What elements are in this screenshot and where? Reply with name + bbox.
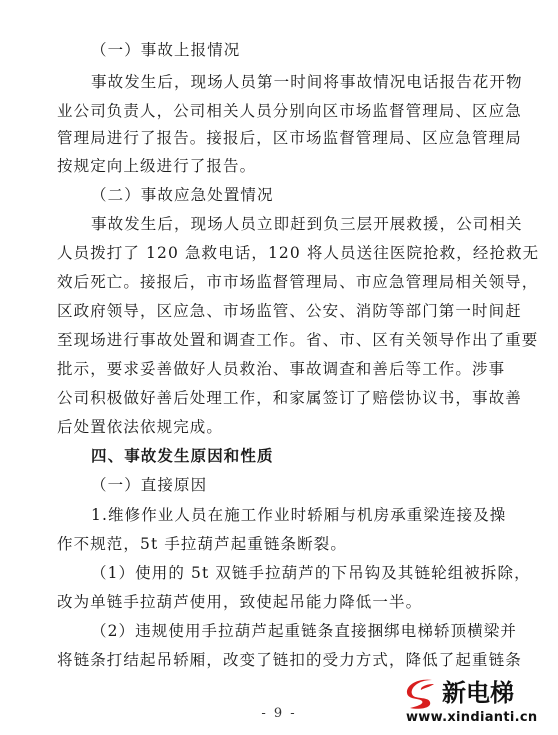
text-line-1: （一）事故上报情况 (91, 41, 241, 59)
page-number: - 9 - (261, 706, 297, 721)
text-line-21: （2）违规使用手拉葫芦起重链条直接捆绑电梯轿顶横梁并 (91, 622, 517, 640)
text-line-3: 业公司负责人，公司相关人员分别向区市场监督管理局、区应急 (57, 102, 522, 120)
text-line-18: 作不规范，5t 手拉葫芦起重链条断裂。 (57, 535, 347, 553)
text-line-11: 至现场进行事故处置和调查工作。省、市、区有关领导作出了重要 (57, 331, 539, 349)
text-line-22: 将链条打结起吊轿厢，改变了链扣的受力方式，降低了起重链条 (57, 651, 522, 669)
text-line-20: 改为单链手拉葫芦使用，致使起吊能力降低一半。 (57, 593, 423, 611)
text-line-2: 事故发生后，现场人员第一时间将事故情况电话报告花开物 (91, 73, 523, 91)
watermark-url: www.xindianti.cn (406, 710, 538, 725)
watermark-title: 新电梯 (442, 679, 514, 707)
text-line-10: 区政府领导，区应急、市场监管、公安、消防等部门第一时间赶 (57, 302, 522, 320)
text-line-12: 批示，要求妥善做好人员救治、事故调查和善后等工作。涉事 (57, 360, 506, 378)
section-heading: 四、事故发生原因和性质 (91, 447, 274, 465)
text-line-5: 按规定向上级进行了报告。 (57, 157, 257, 175)
swoosh-logo-icon (404, 676, 440, 712)
text-line-6: （二）事故应急处置情况 (91, 186, 274, 204)
text-line-17: 1.维修作业人员在施工作业时轿厢与机房承重梁连接及操 (91, 506, 507, 524)
text-line-14: 后处置依法依规完成。 (57, 418, 224, 436)
text-line-4: 管理局进行了报告。接报后，区市场监督管理局、区应急管理局 (57, 129, 522, 147)
watermark (404, 676, 554, 732)
text-line-8: 人员拨打了 120 急救电话，120 将人员送往医院抢救，经抢救无 (57, 244, 540, 262)
text-line-9: 效后死亡。接报后，市市场监督管理局、市应急管理局相关领导， (57, 273, 539, 291)
text-line-16: （一）直接原因 (91, 476, 208, 494)
text-line-19: （1）使用的 5t 双链手拉葫芦的下吊钩及其链轮组被拆除， (91, 564, 531, 582)
text-line-13: 公司积极做好善后处理工作，和家属签订了赔偿协议书，事故善 (57, 389, 522, 407)
text-line-7: 事故发生后，现场人员立即赶到负三层开展救援，公司相关 (91, 215, 523, 233)
